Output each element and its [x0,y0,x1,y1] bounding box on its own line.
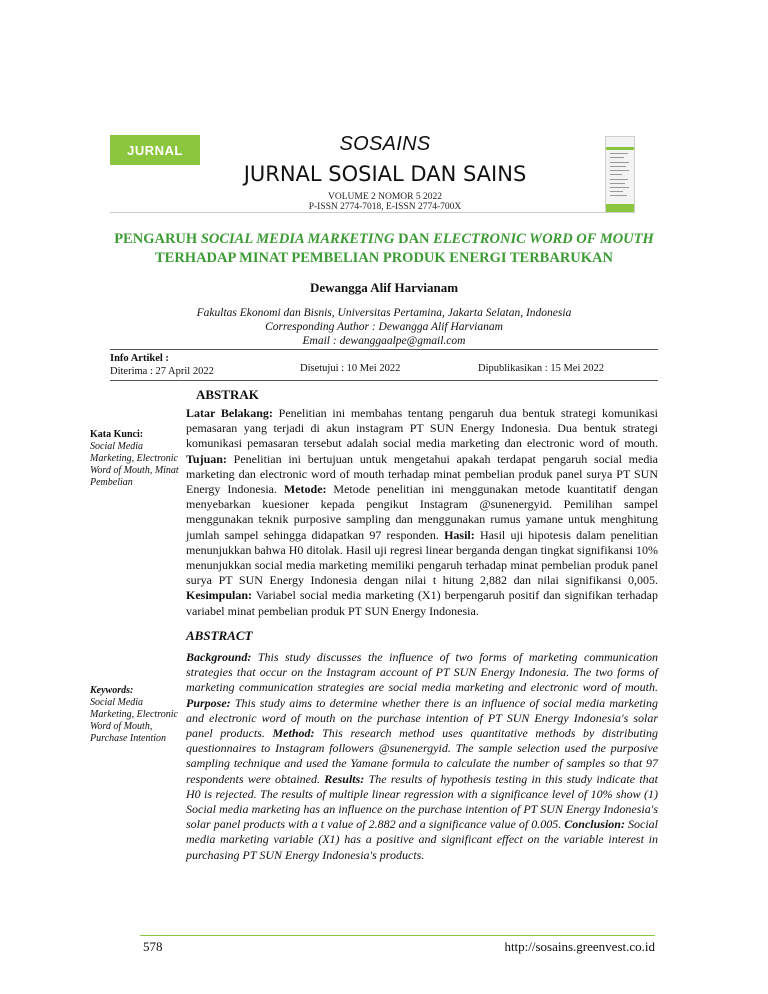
journal-volume: VOLUME 2 NOMOR 5 2022 [328,192,442,202]
journal-cover-thumbnail [605,136,635,213]
keywords-label: Keywords: [90,685,134,696]
footer-divider [140,935,655,936]
abstract-body: Background: This study discusses the influence of two forms of marketing communication strategies that occur on the Instagram account of PT SUN Energy Indonesia. The two forms of marketing communication strategies are social media marketing and electronic word of mouth. Purpose: This study aims to determine whether there is an influence of social media marketing and electronic word of mouth on the purchase intention of PT SUN Energy Indonesia's solar panel products. Method: This research method uses quantitative methods by distributing questionnaires to Instagram followers @sunenergyid. The sample selection used the purposive sampling technique and used the Yamane formula to calculate the number of samples so that 97 respondents were obtained. Results: The results of hypothesis testing in this study indicate that H0 is rejected. The results of multiple linear regression with a significance level of 10% show (1) Social media marketing has an influence on the purchase intention of PT SUN Energy Indonesia's solar panel products with a t value of 2.882 and a significance value of 0.005. Conclusion: Social media marketing variable (X1) has a positive and significant effect on the variable interest in purchasing PT SUN Energy Indonesia's products. [186,650,659,862]
journal-url[interactable]: http://sosains.greenvest.co.id [504,939,655,954]
author-email: Email : dewanggaalpe@gmail.com [302,335,466,347]
affiliation: Fakultas Ekonomi dan Bisnis, Universitas Pertamina, Jakarta Selatan, Indonesia [196,307,572,319]
journal-brand: SOSAINS [339,133,431,155]
info-bottom-rule [110,380,658,381]
page-number: 578 [143,939,163,954]
published-date: Dipublikasikan : 15 Mei 2022 [478,363,604,374]
journal-issn: P-ISSN 2774-7018, E-ISSN 2774-700X [308,202,462,212]
journal-badge: JURNAL [110,135,200,165]
paper-title: PENGARUH SOCIAL MEDIA MARKETING DAN ELECTRONIC WORD OF MOUTH TERHADAP MINAT PEMBELIAN PRODUK ENERGI TERBARUKAN [114,231,654,266]
info-label: Info Artikel : [110,353,169,364]
journal-title: JURNAL SOSIAL DAN SAINS [243,162,527,186]
header-divider [110,212,630,213]
accepted-date: Disetujui : 10 Mei 2022 [300,363,401,374]
author-name: Dewangga Alif Harvianam [309,280,459,295]
kata-kunci-list: Social Media Marketing, Electronic Word of Mouth, Minat Pembelian [90,441,179,488]
abstract-heading: ABSTRACT [186,628,253,643]
corresponding-author: Corresponding Author : Dewangga Alif Harvianam [265,321,503,333]
keywords-list: Social Media Marketing, Electronic Word of Mouth, Purchase Intention [90,697,178,744]
abstrak-body: Latar Belakang: Penelitian ini membahas tentang pengaruh dua bentuk strategi komunikasi pemasaran yang terjadi di akun instagram PT SUN Energy Indonesia. Dua bentuk strategi komunikasi pemasaran tersebut adalah social media marketing dan electronic word of mouth. Tujuan: Penelitian ini bertujuan untuk mengetahui apakah terdapat pengaruh social media marketing dan electronic word of mouth terhadap minat pembelian produk panel surya PT SUN Energy Indonesia. Metode: Metode penelitian ini menggunakan metode kuantitatif dengan menyebarkan kuesioner kepada pengikut Instagram @sunenergyid. Pemilihan sampel menggunakan teknik purposive sampling dan menggunakan rumus yamane untuk menghitung jumlah sampel sehingga didapatkan 97 responden. Hasil: Hasil uji hipotesis dalam penelitian menunjukkan bahwa H0 ditolak. Hasil uji regresi linear berganda dengan tingkat signifikansi 10% menunjukkan social media marketing memiliki pengaruh terhadap minat pembelian produk panel surya PT SUN Energy Indonesia dengan nilai t hitung 2,882 dan nilai signifikansi 0,005. Kesimpulan: Variabel social media marketing (X1) berpengaruh positif dan signifikan terhadap variabel minat pembelian produk PT SUN Energy Indonesia. [186,406,658,618]
abstrak-heading: ABSTRAK [196,387,259,402]
received-date: Diterima : 27 April 2022 [110,366,214,377]
info-top-rule [110,349,658,350]
kata-kunci-label: Kata Kunci: [90,429,144,440]
